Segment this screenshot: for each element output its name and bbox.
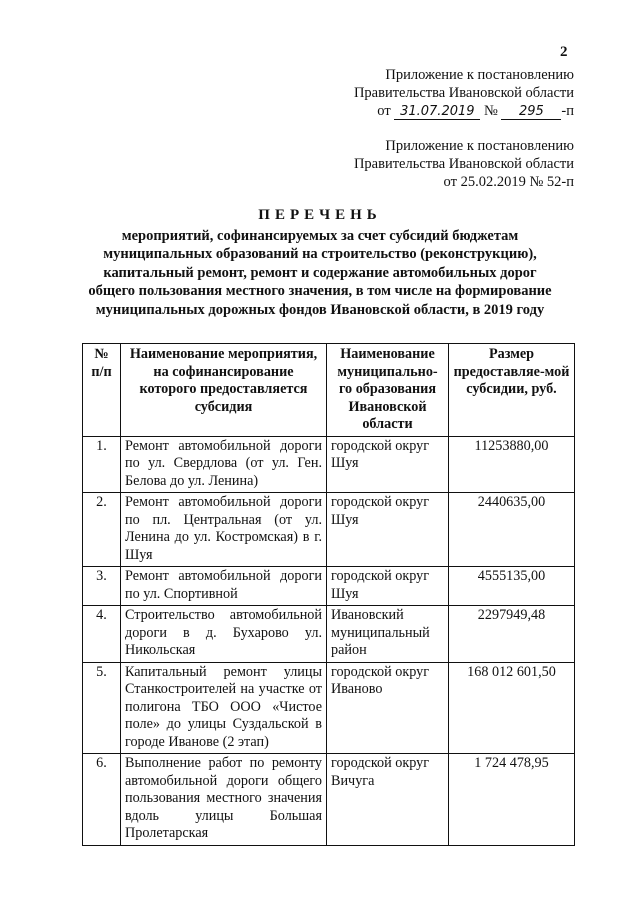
row-amount: 4555135,00	[449, 567, 575, 606]
annex-current-line2: Правительства Ивановской области	[353, 85, 574, 101]
row-name: Капитальный ремонт улицы Станкостроителей на участке от полигона ТБО ООО «Чистое поле» до улицы Суздальской в городе Иванове (2 этап)	[121, 662, 327, 754]
row-municipality: городской округ Вичуга	[327, 754, 449, 846]
table-header-row	[83, 344, 575, 437]
page-number: 2	[560, 44, 568, 60]
row-num: 1.	[83, 436, 121, 493]
row-name: Ремонт автомобильной дороги по ул. Свердлова (от ул. Ген. Белова до ул. Ленина)	[121, 436, 327, 493]
heading-line-2: муниципальных образований на строительство (реконструкцию),	[103, 246, 537, 262]
header-name: Наименование мероприятия, на софинансирование которого предоставляется субсидия	[121, 344, 327, 437]
annex-current-date-line	[354, 102, 574, 120]
row-name: Выполнение работ по ремонту автомобильной дороги общего пользования местного значения вдоль улицы Большая Пролетарская	[121, 754, 327, 846]
row-amount: 168 012 601,50	[449, 662, 575, 754]
row-municipality: городской округ Шуя	[327, 493, 449, 567]
annex-number-sign: №	[483, 103, 498, 119]
row-municipality: городской округ Шуя	[327, 436, 449, 493]
row-amount: 1 724 478,95	[449, 754, 575, 846]
row-amount: 2440635,00	[449, 493, 575, 567]
row-municipality: Ивановский муниципальный район	[327, 606, 449, 663]
row-municipality: городской округ Иваново	[327, 662, 449, 754]
row-name: Ремонт автомобильной дороги по ул. Спортивной	[121, 567, 327, 606]
document-heading	[60, 206, 580, 319]
row-name: Ремонт автомобильной дороги по пл. Центральная (от ул. Ленина до ул. Костромская) в г. Шуя	[121, 493, 327, 567]
annex-current-line1: Приложение к постановлению	[385, 67, 574, 83]
table-row	[83, 754, 575, 846]
table-row	[83, 567, 575, 606]
document-title: ПЕРЕЧЕНЬ	[258, 207, 382, 223]
row-num: 2.	[83, 493, 121, 567]
table-row	[83, 493, 575, 567]
annex-number-handwritten: 295	[501, 104, 561, 120]
table-row	[83, 436, 575, 493]
heading-line-3: капитальный ремонт, ремонт и содержание автомобильных дорог	[103, 264, 537, 281]
table-row	[83, 662, 575, 754]
annex-date-prefix: от	[377, 103, 391, 119]
row-amount: 11253880,00	[449, 436, 575, 493]
heading-line-4: общего пользования местного значения, в том числе на формирование	[88, 283, 552, 299]
row-name: Строительство автомобильной дороги в д. Бухарово ул. Никольская	[121, 606, 327, 663]
row-num: 5.	[83, 662, 121, 754]
row-amount: 2297949,48	[449, 606, 575, 663]
annex-number-suffix: -п	[561, 103, 574, 119]
annex-previous-line2: Правительства Ивановской области	[353, 156, 574, 172]
table-row	[83, 606, 575, 663]
annex-previous	[354, 137, 574, 191]
annex-previous-line3: от 25.02.2019 № 52-п	[443, 174, 574, 190]
header-num: № п/п	[83, 344, 121, 437]
subsidy-table	[82, 343, 575, 846]
row-num: 6.	[83, 754, 121, 846]
row-num: 4.	[83, 606, 121, 663]
heading-line-1: мероприятий, софинансируемых за счет субсидий бюджетам	[121, 227, 519, 244]
heading-line-5: муниципальных дорожных фондов Ивановской области, в 2019 году	[95, 301, 545, 318]
row-num: 3.	[83, 567, 121, 606]
row-municipality: городской округ Шуя	[327, 567, 449, 606]
annex-current	[354, 66, 574, 120]
header-amount: Размер предоставляе-мой субсидии, руб.	[449, 344, 575, 437]
annex-previous-line1: Приложение к постановлению	[385, 138, 574, 154]
header-municipality: Наименование муниципально-го образования Ивановской области	[327, 344, 449, 437]
annex-date-handwritten: 31.07.2019	[394, 104, 480, 120]
